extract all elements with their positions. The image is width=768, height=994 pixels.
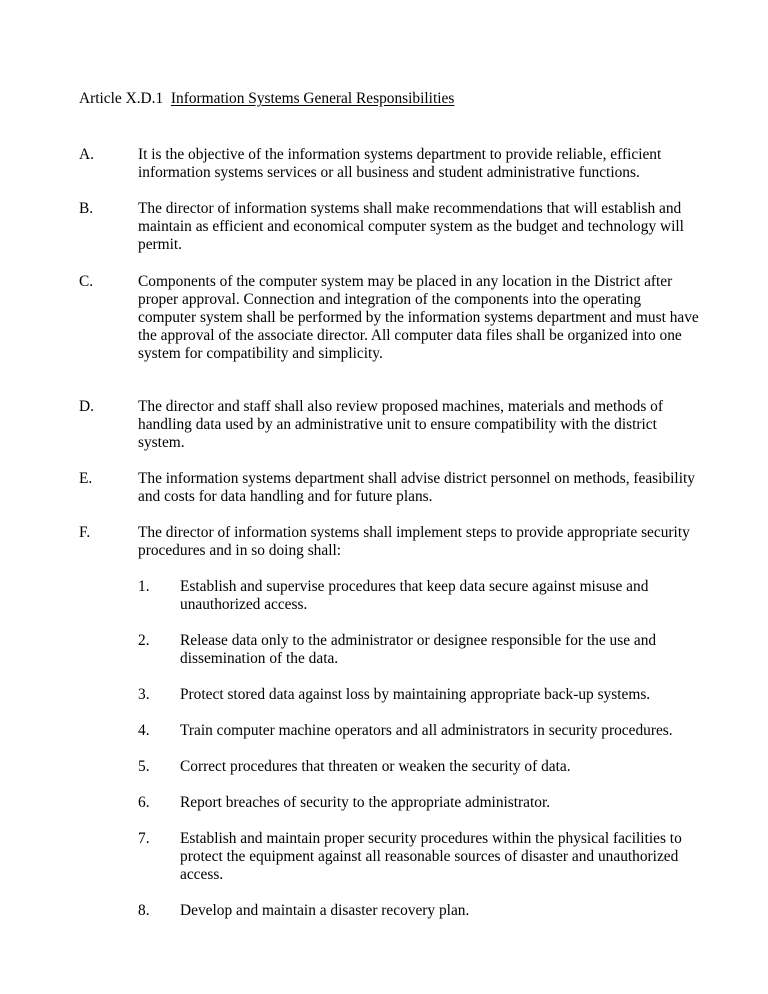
subitem-2 — [138, 632, 718, 668]
subitem-text: Train computer machine operators and all administrators in security procedures. — [180, 722, 673, 739]
section-text: Components of the computer system may be placed in any location in the District after proper approval. Connection and integration of the components into the operating computer system shall be performed by the information systems department and must have the approval of the associate director. All computer data files shall be organized into one system for compatibility and simplicity. — [138, 273, 699, 362]
subitem-text: Report breaches of security to the appropriate administrator. — [180, 794, 551, 811]
subitem-text: Develop and maintain a disaster recovery plan. — [180, 902, 470, 919]
subitem-4 — [138, 722, 718, 740]
section-text: The director of information systems shall implement steps to provide appropriate security procedures and in so doing shall: — [138, 524, 690, 559]
article-heading: Information Systems General Responsibilities — [170, 90, 455, 107]
section-marker: B. — [79, 200, 94, 217]
section-marker: D. — [79, 398, 94, 415]
subitem-marker: 8. — [138, 902, 150, 919]
article-number: Article X.D.1 — [79, 90, 164, 107]
section-marker: C. — [79, 273, 94, 290]
article-title — [79, 90, 454, 108]
subitem-5 — [138, 758, 718, 776]
subitem-1 — [138, 578, 718, 614]
section-text: The director of information systems shall make recommendations that will establish and maintain as efficient and economical computer system as the budget and technology will permit. — [138, 200, 684, 253]
subitem-6 — [138, 794, 718, 812]
section-f — [79, 524, 699, 560]
section-text: The director and staff shall also review proposed machines, materials and methods of handling data used by an administrative unit to ensure compatibility with the district system. — [138, 398, 663, 451]
subitem-marker: 6. — [138, 794, 150, 811]
section-text: The information systems department shall advise district personnel on methods, feasibility and costs for data handling and for future plans. — [138, 470, 695, 505]
subitem-marker: 7. — [138, 830, 150, 847]
subitem-marker: 4. — [138, 722, 150, 739]
section-marker: E. — [79, 470, 93, 487]
subitem-marker: 2. — [138, 632, 150, 649]
subitem-text: Establish and supervise procedures that keep data secure against misuse and unauthorized access. — [180, 578, 649, 613]
subitem-marker: 3. — [138, 686, 150, 703]
subitem-7 — [138, 830, 718, 884]
subitem-marker: 1. — [138, 578, 150, 595]
subitem-text: Establish and maintain proper security procedures within the physical facilities to protect the equipment against all reasonable sources of disaster and unauthorized access. — [180, 830, 682, 883]
subitem-3 — [138, 686, 718, 704]
subitem-text: Correct procedures that threaten or weaken the security of data. — [180, 758, 571, 775]
subitem-marker: 5. — [138, 758, 150, 775]
subitem-8 — [138, 902, 718, 920]
section-d — [79, 398, 699, 452]
section-e — [79, 470, 699, 506]
section-b — [79, 200, 699, 254]
section-text: It is the objective of the information systems department to provide reliable, efficient information systems services or all business and student administrative functions. — [138, 146, 662, 181]
section-marker: A. — [79, 146, 94, 163]
section-c — [79, 273, 699, 363]
section-marker: F. — [79, 524, 91, 541]
subitem-text: Release data only to the administrator or designee responsible for the use and dissemination of the data. — [180, 632, 657, 667]
section-a — [79, 146, 699, 182]
subitem-text: Protect stored data against loss by maintaining appropriate back-up systems. — [180, 686, 651, 703]
